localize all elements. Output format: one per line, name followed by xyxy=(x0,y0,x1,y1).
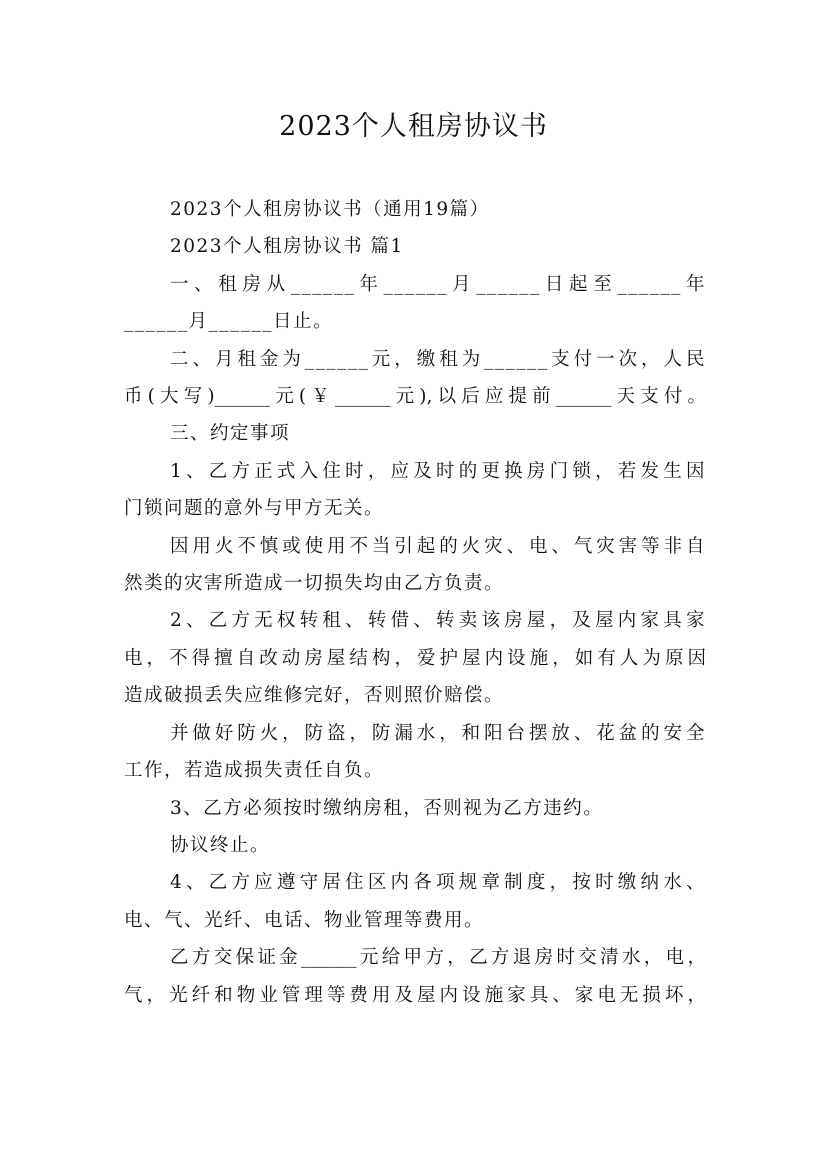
paragraph-line: 因用火不慎或使用不当引起的火灾、电、气灾害等非自 xyxy=(170,535,706,557)
paragraph-line: 并做好防火，防盗，防漏水，和阳台摆放、花盆的安全 xyxy=(170,722,706,744)
document-title: 2023个人租房协议书 xyxy=(279,111,548,142)
paragraph-line: 气，光纤和物业管理等费用及屋内设施家具、家电无损坏， xyxy=(124,984,706,1006)
paragraph-line: 1、乙方正式入住时，应及时的更换房门锁，若发生因 xyxy=(170,460,706,482)
paragraph-line: 协议终止。 xyxy=(170,834,271,856)
paragraph-line: 工作，若造成损失责任自负。 xyxy=(124,760,385,782)
paragraph-line: 4、乙方应遵守居住区内各项规章制度，按时缴纳水、 xyxy=(170,872,706,894)
paragraph-line: 乙方交保证金______元给甲方，乙方退房时交清水，电， xyxy=(170,947,706,969)
paragraph-line: 2、乙方无权转租、转借、转卖该房屋，及屋内家具家 xyxy=(170,610,706,632)
section-heading: 2023个人租房协议书 篇1 xyxy=(170,236,404,258)
document-body xyxy=(124,191,706,1014)
subtitle-line: 2023个人租房协议书（通用19篇） xyxy=(170,199,490,220)
paragraph-line: 一、租房从______年______月______日起至______年 xyxy=(170,273,706,295)
paragraph-line: 二、月租金为______元，缴租为______支付一次，人民 xyxy=(170,348,706,370)
paragraph-line: 造成破损丢失应维修完好，否则照价赔偿。 xyxy=(124,685,505,707)
paragraph-line: 门锁问题的意外与甲方无关。 xyxy=(124,498,385,520)
paragraph-line: 电、气、光纤、电话、物业管理等费用。 xyxy=(124,909,485,931)
paragraph-line: 币(大写)______元(￥______元),以后应提前______天支付。 xyxy=(124,386,706,408)
paragraph-line: 然类的灾害所造成一切损失均由乙方负责。 xyxy=(124,573,505,595)
paragraph-line: 三、约定事项 xyxy=(170,423,291,445)
paragraph-line: ______月______日止。 xyxy=(124,311,334,333)
paragraph-line: 电，不得擅自改动房屋结构，爱护屋内设施，如有人为原因 xyxy=(124,647,706,669)
paragraph-line: 3、乙方必须按时缴纳房租，否则视为乙方违约。 xyxy=(170,797,604,819)
